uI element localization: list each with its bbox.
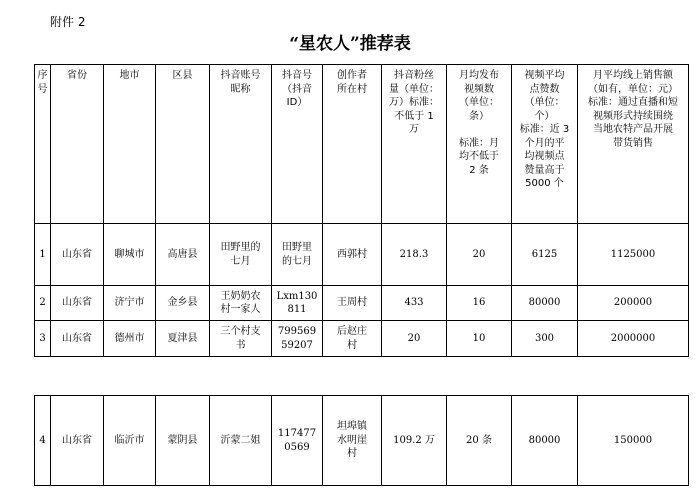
table-cell: 山东省 xyxy=(51,286,104,321)
table-cell: 山东省 xyxy=(51,224,104,286)
table-cell: 后赵庄 村 xyxy=(323,321,382,357)
header-row xyxy=(35,65,689,224)
page-title: “星农人”推荐表 xyxy=(289,34,411,54)
table-cell: 德州市 xyxy=(104,321,156,357)
table-cell: 三个村支 书 xyxy=(210,321,272,357)
table-cell: 218.3 xyxy=(382,224,447,286)
header-cell: 省份 xyxy=(51,65,104,224)
table-cell: 田野里的 七月 xyxy=(210,224,272,286)
table-cell: 聊城市 xyxy=(104,224,156,286)
header-cell: 月均发布 视频数 （单位： 条） 标准：月 均不低于 2 条 xyxy=(447,65,512,224)
header-cell: 抖音号 （抖音 ID） xyxy=(272,65,323,224)
table-cell: 济宁市 xyxy=(104,286,156,321)
table-cell: 16 xyxy=(447,286,512,321)
table-cell: 10 xyxy=(447,321,512,357)
header-cell: 抖音账号 昵称 xyxy=(210,65,272,224)
table-cell: 西郭村 xyxy=(323,224,382,286)
table-cell: 临沂市 xyxy=(104,396,156,486)
table-row xyxy=(35,396,689,486)
table-cell: 300 xyxy=(512,321,578,357)
attachment-label: 附件 2 xyxy=(50,15,86,29)
table-cell: 80000 xyxy=(512,286,578,321)
table-cell: 20 条 xyxy=(447,396,512,486)
header-cell: 月平均线上销售额 （如有，单位：元） 标准：通过直播和短 视频形式持续围绕 当地农特产品开展 带货销售 xyxy=(578,65,689,224)
table-fragment-bottom xyxy=(34,395,668,487)
table-cell: 6125 xyxy=(512,224,578,286)
table-cell: 王奶奶农 村一家人 xyxy=(210,286,272,321)
table-cell: 2000000 xyxy=(578,321,689,357)
recommendation-table xyxy=(34,64,689,357)
table-cell: 蒙阴县 xyxy=(156,396,210,486)
table-cell: 200000 xyxy=(578,286,689,321)
header-cell: 区县 xyxy=(156,65,210,224)
header-cell: 序 号 xyxy=(35,65,51,224)
header-cell: 视频平均 点赞数 （单位： 个） 标准：近 3 个月的平 均视频点 赞量高于 5000 个 xyxy=(512,65,578,224)
table-cell: 王周村 xyxy=(323,286,382,321)
table-cell: 沂蒙二姐 xyxy=(210,396,272,486)
table-cell: 夏津县 xyxy=(156,321,210,357)
table-cell: 田野里 的七月 xyxy=(272,224,323,286)
table-cell: 799569 59207 xyxy=(272,321,323,357)
table-cell: 20 xyxy=(382,321,447,357)
header-cell: 创作者 所在村 xyxy=(323,65,382,224)
table-cell: 433 xyxy=(382,286,447,321)
header-cell: 抖音粉丝 量（单位： 万）标准： 不低于 1 万 xyxy=(382,65,447,224)
table-cell: 4 xyxy=(35,396,51,486)
table-cell: 80000 xyxy=(512,396,578,486)
table-fragment-top xyxy=(34,64,678,355)
table-cell: 1 xyxy=(35,224,51,286)
table-cell: 117477 0569 xyxy=(272,396,323,486)
table-cell: 金乡县 xyxy=(156,286,210,321)
table-cell: 1125000 xyxy=(578,224,689,286)
table-cell: 150000 xyxy=(578,396,689,486)
table-row xyxy=(35,321,689,357)
header-cell: 地市 xyxy=(104,65,156,224)
table-cell: 山东省 xyxy=(51,321,104,357)
recommendation-table-continued xyxy=(34,395,689,486)
table-cell: 坦埠镇 水明崖 村 xyxy=(323,396,382,486)
table-row xyxy=(35,286,689,321)
table-cell: 109.2 万 xyxy=(382,396,447,486)
table-cell: 20 xyxy=(447,224,512,286)
table-row xyxy=(35,224,689,286)
table-cell: 2 xyxy=(35,286,51,321)
table-cell: 高唐县 xyxy=(156,224,210,286)
table-cell: 山东省 xyxy=(51,396,104,486)
table-cell: Lxm130 811 xyxy=(272,286,323,321)
table-cell: 3 xyxy=(35,321,51,357)
